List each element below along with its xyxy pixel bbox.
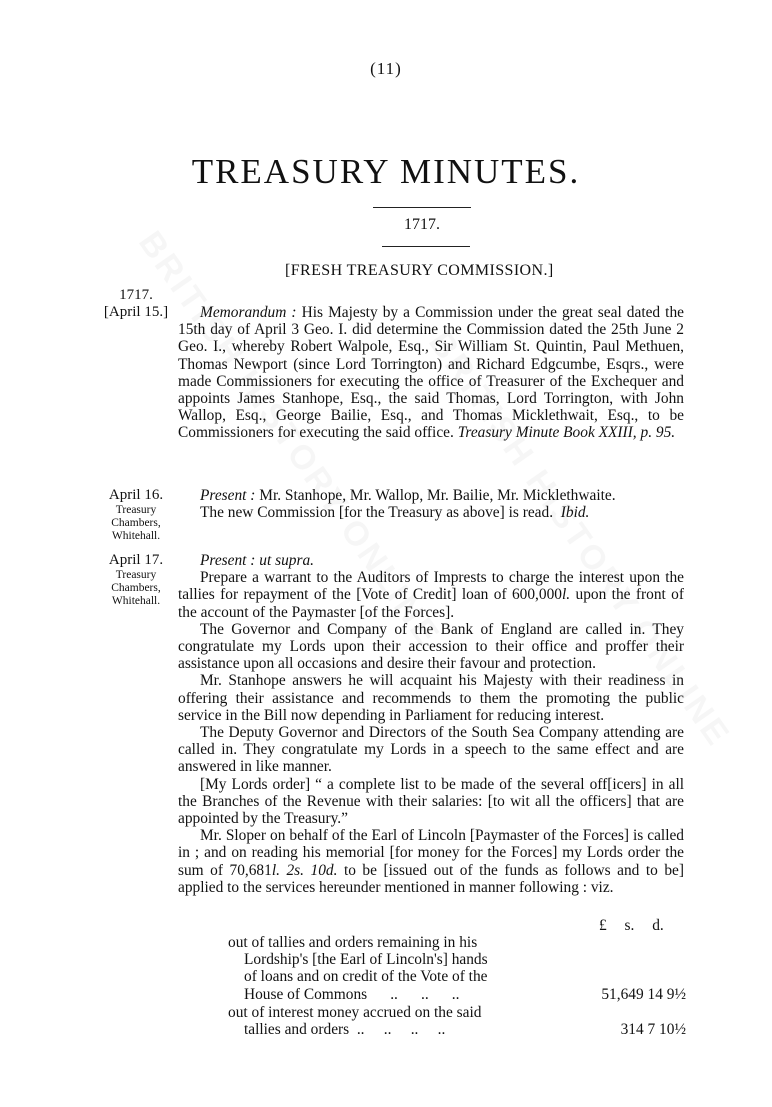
entry-april-17 [178, 552, 684, 896]
margin-place: Chambers, [111, 517, 161, 529]
margin-place: Whitehall. [111, 530, 161, 542]
account-row [228, 934, 688, 1003]
margin-date [94, 287, 178, 321]
account-row-text: out of tallies and orders remaining in his [228, 934, 478, 951]
commission-heading: [FRESH TREASURY COMMISSION.] [285, 262, 554, 279]
account-row-text: House of Commons .. .. .. [244, 985, 460, 1003]
paragraph: Mr. Sloper on behalf of the Earl of Lincoln [Paymaster of the Forces] is called in ; and on reading his memorial [for money for the Forces] my Lords order the sum of 70,681 [178, 827, 684, 879]
paragraph: Mr. Stanhope answers he will acquaint his Majesty with their readiness in offering their assistance and recommends to them the promoting the public service in the Bill now depending in Parliament for reducing interest. [178, 672, 684, 724]
margin-year: 1717. [119, 287, 153, 303]
account-amount: 51,649 14 9½ [601, 985, 686, 1003]
present-label: Present : [200, 487, 256, 504]
paragraph: upon the front of the account of the Paymaster [of the Forces]. [178, 586, 685, 621]
paragraph: Prepare a warrant to the Auditors of Imprests to charge the interest upon the tallies for repayment of the [Vote of Credit] loan of 600,000 [178, 569, 684, 604]
currency-unit: l. [562, 586, 571, 604]
entry-april-16 [178, 487, 684, 521]
divider [373, 207, 471, 208]
account-row [228, 1004, 688, 1038]
reference: Treasury Minute Book XXIII, p. 95. [457, 424, 676, 442]
margin-date [94, 552, 178, 608]
margin-day: [April 15.] [103, 304, 169, 320]
paragraph: The Governor and Company of the Bank of England are called in. They congratulate my Lords upon their accession to their office and proffer their assistance upon all occasions and desire their favour and protection. [178, 620, 684, 673]
present-text: ut supra. [259, 552, 315, 569]
memorandum-text: His Majesty by a Commission under the great seal dated the 15th day of April 3 Geo. I. did determine the Commission dated the 25th June 2 Geo. I., whereby Robert Walpole, Esq., Sir William St. Quintin, Paul Methuen, Thomas Newport (since Lord Torrington) and Richard Edgcumbe, Esqrs., were made Commissioners for executing the office of Treasurer of the Exchequer and appoints James Stanhope, Esq., the said Thomas, Lord Torrington, with John Wallop, Esq., George Bailie, Esq., and Thomas Micklethwait, Esq., to be Commissioners for executing the said office. [178, 304, 684, 442]
account-row-text: Lordship's [the Earl of Lincoln's] hands [244, 951, 488, 969]
divider [382, 246, 470, 247]
account-row-text: tallies and orders .. .. .. .. [244, 1021, 446, 1039]
margin-day: April 16. [108, 487, 164, 503]
margin-place: Treasury [115, 569, 157, 581]
account-row-text: out of interest money accrued on the said [228, 1004, 482, 1021]
present-text: Mr. Stanhope, Mr. Wallop, Mr. Bailie, Mr. Micklethwaite. [259, 487, 616, 504]
section-year: 1717. [404, 216, 440, 233]
entry-text: The new Commission [for the Treasury as above] is read. [200, 504, 554, 522]
margin-date [94, 487, 178, 543]
margin-place: Treasury [115, 504, 157, 516]
margin-place: Chambers, [111, 582, 161, 594]
account-column-headers: £ s. d. [599, 917, 664, 934]
memorandum-label: Memorandum : [200, 304, 297, 321]
present-label: Present : [200, 552, 256, 569]
margin-place: Whitehall. [111, 595, 161, 607]
memorandum-entry [178, 304, 684, 442]
page-title: TREASURY MINUTES. [191, 152, 581, 191]
paragraph: to be [issued out of the funds as follows and to be] applied to the services hereunder mentioned in manner following : viz. [178, 861, 684, 896]
paragraph: [My Lords order] “ a complete list to be made of the several off[icers] in all the Branches of the Revenue with their salaries: [to wit all the officers] that are appointed by the Treasury.” [178, 775, 684, 828]
page-number: (11) [370, 59, 402, 78]
paragraph: The Deputy Governor and Directors of the South Sea Company attending are called in. They congratulate my Lords in a speech to the same effect and are answered in like manner. [178, 724, 684, 776]
reference: Ibid. [560, 504, 590, 522]
account-row-text: of loans and on credit of the Vote of the [244, 968, 488, 986]
currency-unit: l. 2s. 10d. [271, 861, 338, 879]
account-amount: 314 7 10½ [620, 1021, 686, 1039]
margin-day: April 17. [108, 552, 164, 568]
